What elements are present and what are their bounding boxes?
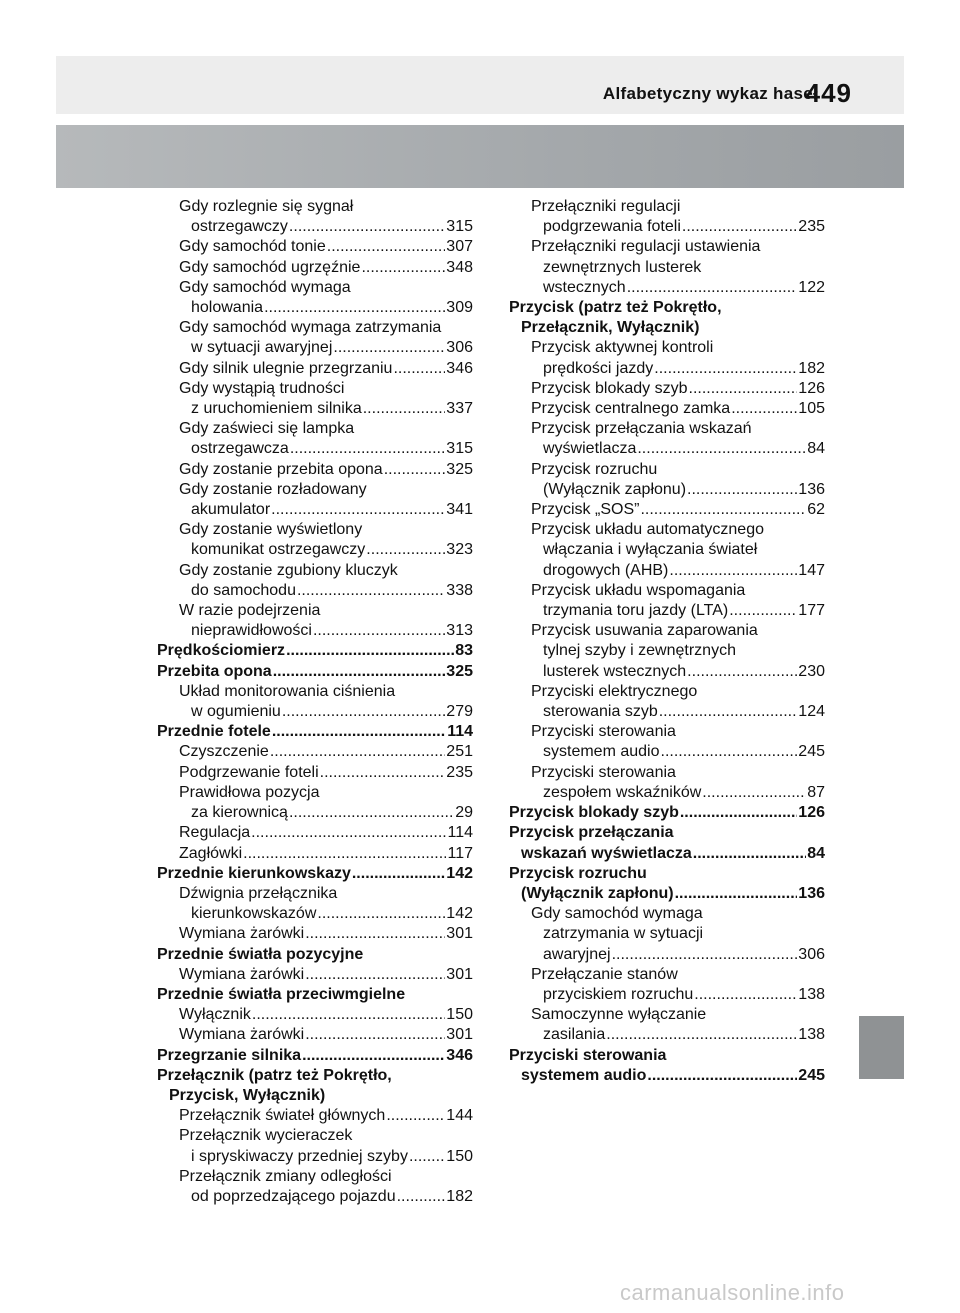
index-entry-text: Czyszczenie (179, 743, 269, 761)
index-page-ref: 346 (446, 359, 473, 377)
leader-dots (729, 601, 797, 621)
index-entry-text: zasilania (543, 1026, 606, 1044)
index-entry-text: Gdy zostanie zgubiony kluczyk (179, 561, 398, 579)
leader-dots (687, 662, 797, 682)
index-page-ref: 29 (455, 804, 473, 822)
index-entry-text: akumulator (191, 501, 271, 519)
index-page-ref: 235 (446, 763, 473, 781)
leader-dots (320, 763, 446, 783)
index-entry-text: Gdy silnik ulegnie przegrzaniu (179, 359, 393, 377)
index-page-ref: 182 (798, 359, 825, 377)
index-entry-text: Przycisk, Wyłącznik) (169, 1086, 326, 1104)
index-subentry (157, 278, 473, 318)
leader-dots (286, 641, 454, 661)
index-subentry (509, 197, 825, 237)
index-entry-text: Wymiana żarówki (179, 925, 305, 943)
index-subentry (157, 419, 473, 459)
index-heading (157, 985, 473, 1005)
index-heading (157, 1066, 473, 1106)
index-entry-text: Gdy samochód wymaga (531, 905, 703, 923)
index-entry-text: (Wyłącznik zapłonu) (543, 480, 687, 498)
index-entry-text: wstecznych (543, 278, 626, 296)
index-subentry (509, 500, 825, 520)
index-entry-text: Przycisk rozruchu (509, 864, 647, 882)
index-page-ref: 126 (798, 379, 825, 397)
index-entry-text: Przyciski sterowania (531, 763, 676, 781)
index-entry-text: Przycisk rozruchu (531, 460, 658, 478)
leader-dots (243, 844, 446, 864)
index-subentry (509, 621, 825, 682)
index-page-ref: 313 (446, 622, 473, 640)
index-entry-text: w ogumieniu (191, 703, 281, 721)
index-subentry (157, 1167, 473, 1207)
index-entry-text: włączania i wyłączania świateł (543, 541, 758, 559)
index-subentry (509, 581, 825, 621)
index-heading (509, 823, 825, 863)
index-entry-text: Przednie fotele (157, 723, 271, 741)
leader-dots (264, 298, 445, 318)
leader-dots (397, 1187, 446, 1207)
index-entry-text: Gdy zostanie rozładowany (179, 480, 367, 498)
index-entry-text: przyciskiem rozruchu (543, 985, 694, 1003)
index-page-ref: 136 (798, 480, 825, 498)
index-subentry (509, 763, 825, 803)
index-page-ref: 325 (446, 460, 473, 478)
leader-dots (273, 662, 446, 682)
index-subentry (509, 1005, 825, 1045)
index-entry-text: sterowania szyb (543, 703, 658, 721)
leader-dots (297, 581, 445, 601)
index-subentry (157, 844, 473, 864)
leader-dots (270, 742, 445, 762)
index-heading (509, 298, 825, 338)
index-subentry (509, 520, 825, 581)
index-heading (157, 945, 473, 965)
index-entry-text: Przycisk blokady szyb (531, 379, 688, 397)
leader-dots (305, 1025, 445, 1045)
index-heading (509, 864, 825, 904)
index-subentry (157, 965, 473, 985)
leader-dots (289, 217, 445, 237)
index-page-ref: 177 (798, 602, 825, 620)
index-entry-text: Przycisk aktywnej kontroli (531, 339, 714, 357)
leader-dots (687, 480, 797, 500)
leader-dots (366, 540, 445, 560)
index-column-right (509, 197, 825, 1086)
index-subentry (157, 601, 473, 641)
index-entry-text: trzymania toru jazdy (LTA) (543, 602, 729, 620)
index-entry-text: Gdy samochód ugrzęźnie (179, 258, 361, 276)
leader-dots (271, 500, 445, 520)
index-subentry (509, 419, 825, 459)
index-page-ref: 114 (447, 723, 473, 741)
index-page-ref: 348 (446, 258, 473, 276)
index-subentry (157, 480, 473, 520)
index-page-ref: 144 (446, 1107, 473, 1125)
index-entry-text: wskazań wyświetlacza (521, 844, 692, 862)
index-page-ref: 245 (798, 743, 825, 761)
index-heading (157, 722, 473, 742)
index-entry-text: Przycisk usuwania zaparowania (531, 622, 758, 640)
index-subentry (157, 237, 473, 257)
index-subentry (157, 460, 473, 480)
leader-dots (694, 985, 797, 1005)
leader-dots (289, 803, 454, 823)
index-entry-text: i spryskiwaczy przedniej szyby (191, 1147, 408, 1165)
index-entry-text: Przednie światła przeciwmgielne (157, 985, 406, 1003)
index-entry-text: zespołem wskaźników (543, 783, 702, 801)
leader-dots (637, 439, 806, 459)
index-entry-text: Układ monitorowania ciśnienia (179, 682, 396, 700)
index-subentry (509, 399, 825, 419)
leader-dots (313, 621, 445, 641)
leader-dots (689, 379, 798, 399)
index-entry-text: podgrzewania foteli (543, 218, 681, 236)
leader-dots (272, 722, 446, 742)
section-title: Alfabetyczny wykaz haseł (602, 84, 818, 103)
index-entry-text: Przycisk układu automatycznego (531, 521, 764, 539)
index-entry-text: Gdy zostanie przebita opona (179, 460, 383, 478)
index-subentry (509, 682, 825, 722)
index-page-ref: 122 (798, 278, 825, 296)
index-entry-text: Przednie światła pozycyjne (157, 945, 364, 963)
leader-dots (654, 359, 797, 379)
index-entry-text: Przyciski elektrycznego (531, 682, 698, 700)
index-page-ref: 114 (447, 824, 473, 842)
index-page-ref: 307 (446, 238, 473, 256)
index-entry-text: kierunkowskazów (191, 905, 317, 923)
index-entry-text: Przełącznik wycieraczek (179, 1127, 353, 1145)
index-subentry (157, 1106, 473, 1126)
index-entry-text: Przełączanie stanów (531, 965, 678, 983)
leader-dots (386, 1106, 445, 1126)
index-entry-text: Wyłącznik (179, 1006, 251, 1024)
index-page-ref: 251 (446, 743, 473, 761)
index-entry-text: (Wyłącznik zapłonu) (521, 884, 674, 902)
index-entry-text: tylnej szyby i zewnętrznych (543, 642, 736, 660)
index-entry-text: systemem audio (543, 743, 660, 761)
index-page-ref: 62 (807, 501, 825, 519)
index-entry-text: Wymiana żarówki (179, 965, 305, 983)
index-entry-text: nieprawidłowości (191, 622, 312, 640)
index-entry-text: Przełącznik, Wyłącznik) (521, 319, 700, 337)
index-entry-text: Przełącznik zmiany odległości (179, 1167, 392, 1185)
index-entry-text: Zagłówki (179, 844, 243, 862)
index-page-ref: 346 (446, 1046, 473, 1064)
index-page-ref: 301 (446, 1026, 473, 1044)
index-entry-text: Przycisk układu wspomagania (531, 581, 746, 599)
index-entry-text: Przełącznik (patrz też Pokrętło, (157, 1066, 392, 1084)
index-subentry (157, 359, 473, 379)
index-heading (157, 1046, 473, 1066)
watermark: carmanualsonline.info (620, 1280, 845, 1305)
index-page-ref: 338 (446, 581, 473, 599)
index-entry-text: Prędkościomierz (157, 642, 286, 660)
index-subentry (157, 1005, 473, 1025)
index-page-ref: 301 (446, 965, 473, 983)
index-subentry (157, 197, 473, 237)
leader-dots (693, 844, 806, 864)
leader-dots (627, 278, 798, 298)
index-entry-text: wyświetlacza (543, 440, 637, 458)
index-heading (157, 641, 473, 661)
index-page-ref: 306 (446, 339, 473, 357)
leader-dots (282, 702, 445, 722)
index-entry-text: Przycisk przełączania wskazań (531, 420, 752, 438)
leader-dots (305, 965, 445, 985)
index-subentry (509, 965, 825, 1005)
index-entry-text: holowania (191, 299, 264, 317)
index-page-ref: 230 (798, 662, 825, 680)
leader-dots (305, 924, 445, 944)
index-subentry (157, 520, 473, 560)
index-entry-text: Przełączniki regulacji (531, 198, 681, 215)
index-page-ref: 136 (798, 884, 825, 902)
index-entry-text: Dźwignia przełącznika (179, 884, 338, 902)
index-page-ref: 138 (798, 1026, 825, 1044)
index-entry-text: Samoczynne wyłączanie (531, 1006, 707, 1024)
leader-dots (640, 500, 806, 520)
index-heading (157, 864, 473, 884)
index-page-ref: 235 (798, 218, 825, 236)
index-page-ref: 150 (446, 1147, 473, 1165)
leader-dots (731, 399, 797, 419)
index-page-ref: 150 (446, 1006, 473, 1024)
leader-dots (393, 359, 445, 379)
index-page-ref: 337 (446, 400, 473, 418)
index-entry-text: ostrzegawcza (191, 440, 289, 458)
index-entry-text: Prawidłowa pozycja (179, 783, 320, 801)
index-entry-text: Wymiana żarówki (179, 1026, 305, 1044)
index-page-ref: 105 (798, 400, 825, 418)
index-entry-text: zatrzymania w sytuacji (543, 925, 704, 943)
index-subentry (509, 460, 825, 500)
index-entry-text: komunikat ostrzegawczy (191, 541, 366, 559)
index-page-ref: 323 (446, 541, 473, 559)
index-entry-text: Gdy samochód wymaga zatrzymania (179, 319, 442, 337)
leader-dots (352, 864, 445, 884)
index-entry-text: Przyciski sterowania (509, 1046, 667, 1064)
index-subentry (157, 682, 473, 722)
index-page-ref: 315 (446, 440, 473, 458)
index-entry-text: od poprzedzającego pojazdu (191, 1187, 396, 1205)
leader-dots (612, 945, 798, 965)
index-entry-text: ostrzegawczy (191, 218, 288, 236)
leader-dots (659, 702, 798, 722)
index-subentry (157, 823, 473, 843)
leader-dots (290, 439, 445, 459)
index-entry-text: Regulacja (179, 824, 251, 842)
index-entry-text: z uruchomieniem silnika (191, 400, 362, 418)
index-entry-text: systemem audio (521, 1066, 647, 1084)
leader-dots (384, 460, 446, 480)
leader-dots (361, 258, 445, 278)
index-entry-text: Gdy wystąpią trudności (179, 379, 345, 397)
index-page-ref: 83 (455, 642, 473, 660)
index-entry-text: Przycisk (patrz też Pokrętło, (509, 299, 722, 317)
leader-dots (251, 823, 446, 843)
index-heading (509, 1046, 825, 1086)
index-heading (157, 662, 473, 682)
index-entry-text: za kierownicą (191, 804, 288, 822)
index-entry-text: awaryjnej (543, 945, 611, 963)
index-page-ref: 126 (798, 804, 825, 822)
index-page-ref: 325 (446, 662, 473, 680)
index-page-ref: 124 (798, 703, 825, 721)
index-entry-text: Przednie kierunkowskazy (157, 864, 351, 882)
index-entry-text: Gdy zostanie wyświetlony (179, 521, 363, 539)
index-entry-text: zewnętrznych lusterek (543, 258, 702, 276)
leader-dots (317, 904, 445, 924)
index-subentry (157, 258, 473, 278)
index-subentry (509, 237, 825, 298)
index-subentry (157, 742, 473, 762)
index-entry-text: Przycisk blokady szyb (509, 804, 679, 822)
index-entry-text: Przełączniki regulacji ustawienia (531, 238, 761, 256)
index-subentry (509, 904, 825, 965)
index-entry-text: Przycisk centralnego zamka (531, 400, 731, 418)
index-page-ref: 84 (807, 440, 825, 458)
index-page-ref: 301 (446, 925, 473, 943)
index-entry-text: Przycisk przełączania (509, 824, 674, 842)
leader-dots (327, 237, 446, 257)
index-page-ref: 245 (798, 1066, 825, 1084)
leader-dots (647, 1066, 797, 1086)
index-page-ref: 117 (447, 844, 473, 862)
index-page-ref: 142 (446, 905, 473, 923)
leader-dots (252, 1005, 445, 1025)
leader-dots (702, 783, 806, 803)
index-page-ref: 147 (798, 561, 825, 579)
index-entry-text: Przełącznik świateł głównych (179, 1107, 386, 1125)
index-entry-text: Przycisk „SOS” (531, 501, 640, 519)
index-subentry (509, 379, 825, 399)
index-page-ref: 138 (798, 985, 825, 1003)
index-entry-text: do samochodu (191, 581, 296, 599)
index-entry-text: Podgrzewanie foteli (179, 763, 319, 781)
leader-dots (606, 1025, 797, 1045)
leader-dots (409, 1147, 445, 1167)
index-subentry (509, 338, 825, 378)
index-subentry (157, 783, 473, 823)
decorative-grey-band (56, 125, 904, 188)
index-entry-text: Gdy rozlegnie się sygnał (179, 198, 354, 215)
leader-dots (669, 561, 797, 581)
index-subentry (157, 379, 473, 419)
page-number: 449 (805, 78, 852, 108)
index-page-ref: 84 (807, 844, 825, 862)
index-subentry (157, 763, 473, 783)
index-subentry (157, 924, 473, 944)
index-entry-text: Gdy samochód tonie (179, 238, 326, 256)
index-page-ref: 279 (446, 703, 473, 721)
index-page-ref: 341 (446, 501, 473, 519)
leader-dots (675, 884, 798, 904)
index-entry-text: Przyciski sterowania (531, 723, 676, 741)
leader-dots (661, 742, 798, 762)
index-entry-text: Przebita opona (157, 662, 272, 680)
index-page-ref: 309 (446, 299, 473, 317)
index-page-ref: 315 (446, 218, 473, 236)
index-entry-text: w sytuacji awaryjnej (191, 339, 333, 357)
index-entry-text: Przegrzanie silnika (157, 1046, 302, 1064)
index-heading (509, 803, 825, 823)
index-entry-text: prędkości jazdy (543, 359, 654, 377)
index-subentry (157, 1126, 473, 1166)
leader-dots (302, 1046, 445, 1066)
index-page-ref: 142 (446, 864, 473, 882)
index-subentry (157, 318, 473, 358)
index-entry-text: Gdy samochód wymaga (179, 278, 351, 296)
leader-dots (682, 217, 797, 237)
index-subentry (157, 884, 473, 924)
index-entry-text: W razie podejrzenia (179, 602, 321, 620)
index-subentry (509, 722, 825, 762)
leader-dots (680, 803, 797, 823)
index-page-ref: 182 (446, 1187, 473, 1205)
index-entry-text: lusterek wstecznych (543, 662, 687, 680)
index-subentry (157, 561, 473, 601)
chapter-thumb-tab (859, 1016, 904, 1079)
leader-dots (363, 399, 446, 419)
index-entry-text: drogowych (AHB) (543, 561, 669, 579)
index-page-ref: 306 (798, 945, 825, 963)
leader-dots (333, 338, 445, 358)
index-entry-text: Gdy zaświeci się lampka (179, 420, 355, 438)
index-column-left (157, 197, 473, 1207)
index-page-ref: 87 (807, 783, 825, 801)
index-subentry (157, 1025, 473, 1045)
